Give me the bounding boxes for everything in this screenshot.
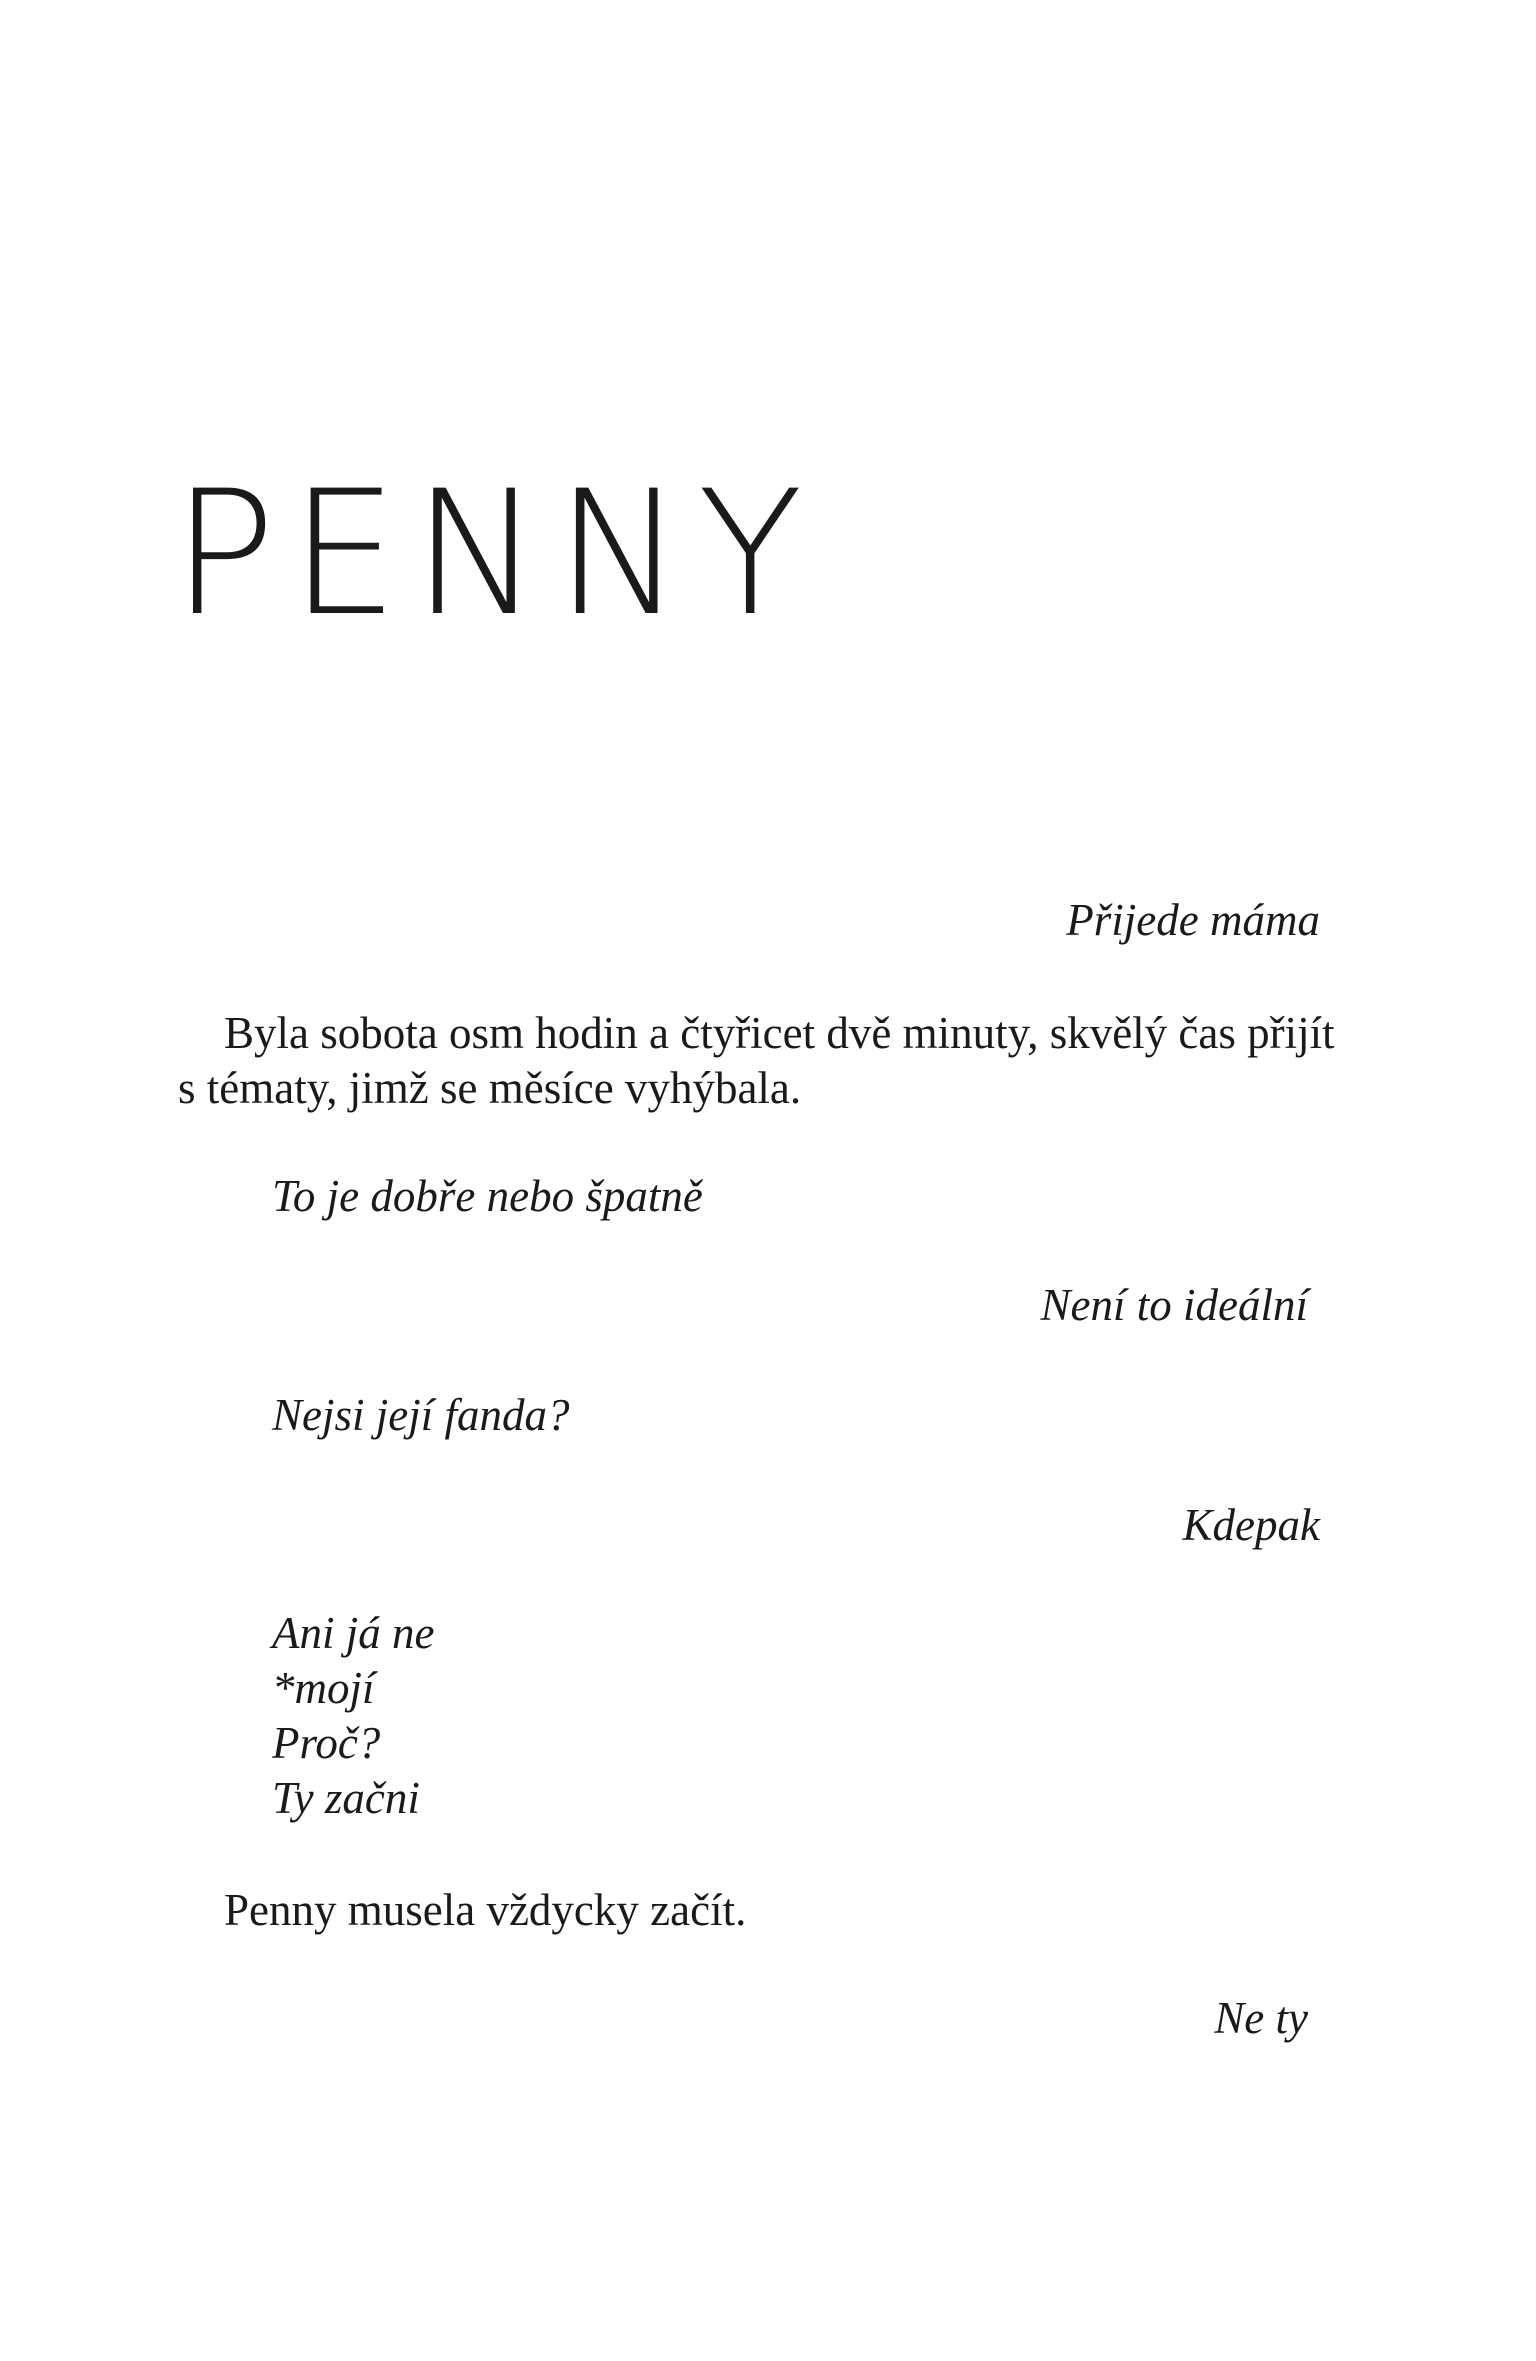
paragraph-line: s tématy, jimž se měsíce vyhýbala. xyxy=(178,1063,802,1113)
message-outgoing: Ani já ne xyxy=(272,1608,435,1658)
paragraph-line: Byla sobota osm hodin a čtyřicet dvě minuty, skvělý čas přijít xyxy=(224,1008,1335,1058)
message-outgoing: *mojí xyxy=(272,1663,375,1713)
message-outgoing: Proč? xyxy=(272,1718,381,1768)
paragraph-line: Penny musela vždycky začít. xyxy=(224,1885,747,1935)
message-outgoing: Ty začni xyxy=(272,1773,420,1823)
message-incoming: Ne ty xyxy=(1214,1993,1308,2043)
message-outgoing: Nejsi její fanda? xyxy=(272,1390,570,1440)
message-incoming: Kdepak xyxy=(1182,1500,1320,1550)
message-incoming: Není to ideální xyxy=(1040,1280,1308,1330)
chapter-title: PENNY xyxy=(172,453,817,654)
message-incoming: Přijede máma xyxy=(1066,895,1320,945)
message-outgoing: To je dobře nebo špatně xyxy=(272,1171,703,1221)
